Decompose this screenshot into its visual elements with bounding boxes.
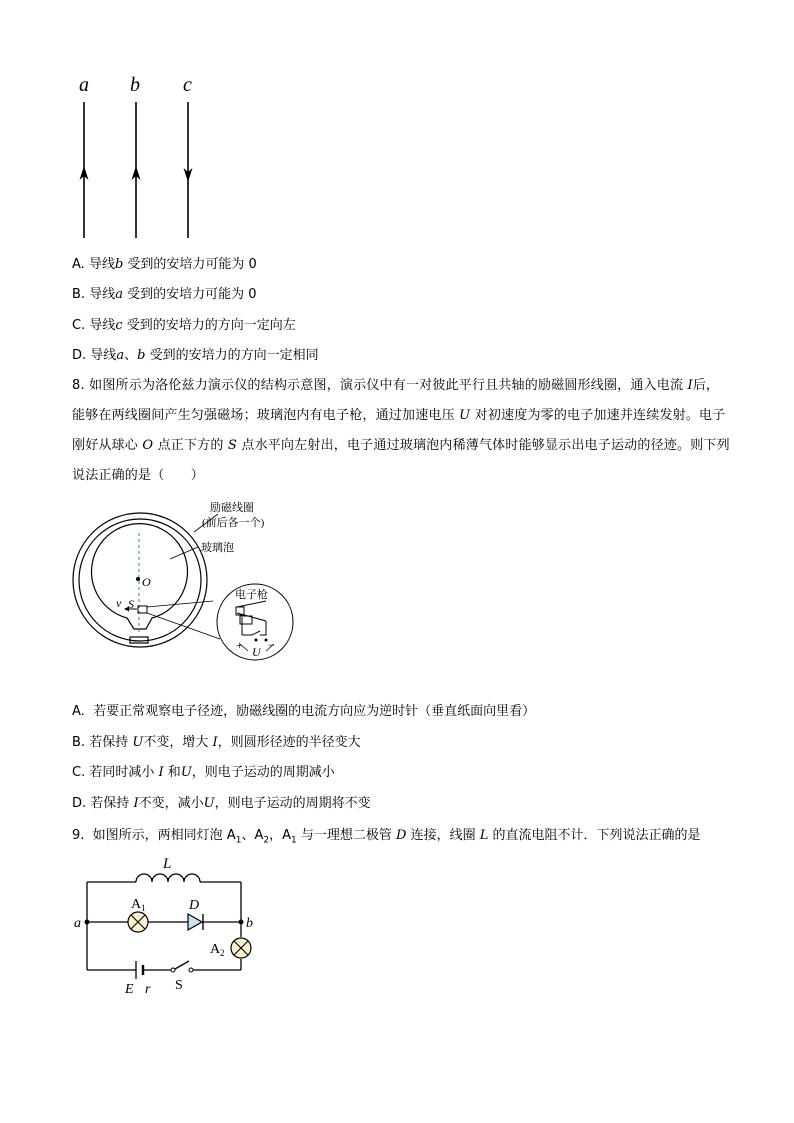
velocity-label: v	[116, 596, 122, 610]
coil-label: 励磁线圈	[210, 502, 254, 514]
lamp-a1-sub: 1	[141, 903, 146, 913]
lamp-a2-sub: 2	[220, 948, 225, 958]
inductor-label: L	[163, 856, 172, 872]
q8-option-c[interactable]: C. 若同时减小 I 和U，则电子运动的周期减小	[72, 765, 335, 780]
emf-label: E	[125, 982, 134, 997]
diode-icon	[188, 914, 202, 930]
q7-option-d[interactable]: D. 导线a、b 受到的安培力的方向一定相同	[72, 348, 319, 363]
junction-a	[85, 920, 90, 925]
gun-label: 电子枪	[235, 589, 268, 601]
lorentz-demonstrator-figure	[70, 495, 310, 665]
point-s-label: S	[128, 597, 134, 611]
wire-label-c: c	[183, 74, 192, 96]
switch-blade	[175, 961, 189, 969]
diode-label: D	[189, 898, 200, 913]
switch-contact	[171, 968, 175, 972]
coil-sublabel: (前后各一个)	[202, 517, 265, 529]
bulb-leader	[170, 547, 198, 559]
q9-stem: 9. 如图所示，两相同灯泡 $A_1$、$A_2$，$A_1$ 与一理想二极管 D 连接，线圈 L 的直流电阻不计．下列说法正确的是	[72, 828, 701, 846]
wire-label-b: b	[130, 74, 140, 96]
q7-option-c[interactable]: C. 导线c 受到的安培力的方向一定向左	[72, 318, 296, 333]
bulb-label: 玻璃泡	[201, 542, 234, 554]
q8-option-d[interactable]: D. 若保持 I不变，减小U，则电子运动的周期将不变	[72, 796, 371, 811]
lamp-a2-label: A	[210, 942, 221, 957]
q7-option-a[interactable]: A. 导线b 受到的安培力可能为 0	[72, 257, 257, 272]
q8-option-b[interactable]: B. 若保持 U不变，增大 I，则圆形径迹的半径变大	[72, 735, 361, 750]
q8-option-a[interactable]: A. 若要正常观察电子径迹，励磁线圈的电流方向应为逆时针（垂直纸面向里看）	[72, 704, 536, 719]
three-wires-figure	[70, 70, 210, 240]
wire-label-a: a	[79, 74, 89, 96]
switch-label: S	[175, 978, 183, 993]
internal-resistance-label: r	[145, 982, 151, 997]
inductor-coil	[87, 874, 241, 882]
center-label: O	[142, 575, 151, 589]
node-b-label: b	[246, 916, 253, 931]
lamp-a1-label: A	[131, 897, 142, 912]
voltage-label: U	[252, 645, 261, 659]
zoom-line	[147, 613, 220, 639]
terminal-dot	[255, 639, 258, 642]
q8-stem: 8. 如图所示为洛伦兹力演示仪的结构示意图，演示仪中有一对彼此平行且共轴的励磁圆形线圈，通入电流 I后，能够在两线圈间产生匀强磁场；玻璃泡内有电子枪，通过加速电压 U 对初速度为零的电子加速并连续发射。电子刚好从球心 O 点正下方的 S 点水平向左射出，电子通过玻璃泡内稀薄气体时能够显示出电子运动的径迹。则下列说法正确的是（ ）	[72, 378, 730, 483]
junction-b	[239, 920, 244, 925]
q7-option-b[interactable]: B. 导线a 受到的安培力可能为 0	[72, 287, 257, 302]
minus-sign: −	[268, 638, 275, 652]
center-dot	[136, 577, 140, 581]
excitation-coil-inner	[79, 519, 201, 641]
circuit-figure	[70, 852, 270, 997]
node-a-label: a	[74, 916, 81, 931]
switch-contact	[189, 968, 193, 972]
plus-sign: +	[236, 638, 243, 652]
